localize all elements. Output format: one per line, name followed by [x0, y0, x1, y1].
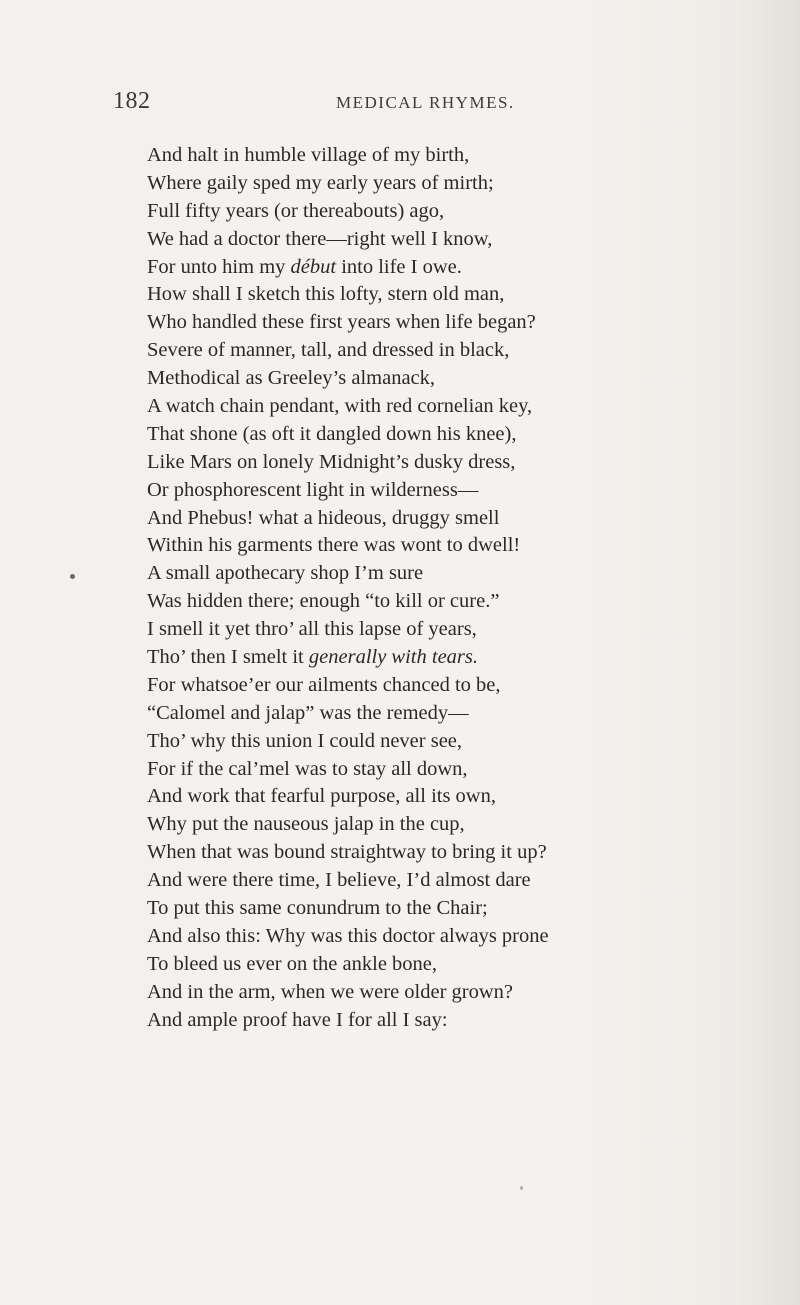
poem-line: I smell it yet thro’ all this lapse of years,: [147, 618, 477, 641]
poem-line: And in the arm, when we were older grown?: [147, 980, 514, 1003]
poem-line: Within his garments there was wont to dwell!: [147, 534, 521, 557]
ink-speck: [520, 1186, 523, 1190]
poem-line: Was hidden there; enough “to kill or cure.”: [147, 590, 500, 613]
poem-line: Tho’ why this union I could never see,: [147, 729, 463, 752]
poem-line: And halt in humble village of my birth,: [147, 144, 470, 166]
poem-line: Or phosphorescent light in wilderness—: [147, 478, 479, 501]
poem-line: Why put the nauseous jalap in the cup,: [147, 813, 465, 836]
running-head: MEDICAL RHYMES.: [336, 93, 515, 112]
poem-line: When that was bound straightway to bring it up?: [147, 841, 547, 864]
poem-line: Methodical as Greeley’s almanack,: [147, 367, 436, 390]
poem-line: For if the cal’mel was to stay all down,: [147, 757, 468, 780]
poem-line: Full fifty years (or thereabouts) ago,: [147, 199, 445, 222]
page-header: [0, 88, 800, 124]
page-number: 182: [113, 88, 151, 114]
poem-line: “Calomel and jalap” was the remedy—: [147, 701, 469, 724]
poem-text: [147, 142, 707, 1035]
poem-line-segment: into life I owe.: [336, 255, 462, 278]
poem-line: And work that fearful purpose, all its own,: [147, 785, 496, 808]
poem-line: Who handled these first years when life began?: [147, 311, 536, 334]
poem-line: [147, 644, 707, 672]
poem-line: And also this: Why was this doctor always prone: [147, 924, 549, 947]
poem-line: To put this same conundrum to the Chair;: [147, 897, 488, 920]
poem-line: Where gaily sped my early years of mirth;: [147, 171, 494, 194]
poem-line: For whatsoe’er our ailments chanced to be,: [147, 673, 501, 696]
poem-line: To bleed us ever on the ankle bone,: [147, 952, 438, 975]
poem-line: A watch chain pendant, with red cornelian key,: [147, 395, 533, 418]
poem-line-segment: début: [290, 255, 337, 278]
poem-line-segment: generally with tears.: [308, 646, 478, 669]
poem-line-segment: Tho’ then I smelt it: [147, 646, 309, 669]
poem-line: And Phebus! what a hideous, druggy smell: [147, 506, 500, 529]
poem-line: Like Mars on lonely Midnight’s dusky dress,: [147, 450, 516, 473]
poem-line: We had a doctor there—right well I know,: [147, 227, 493, 250]
poem-line-segment: For unto him my: [147, 255, 291, 278]
poem-line: And ample proof have I for all I say:: [147, 1008, 448, 1031]
ink-speck: [70, 574, 75, 579]
poem-line: How shall I sketch this lofty, stern old man,: [147, 283, 505, 306]
poem-line: Severe of manner, tall, and dressed in black,: [147, 339, 510, 362]
poem-line: [147, 254, 707, 282]
poem-line: A small apothecary shop I’m sure: [147, 562, 424, 585]
poem-line: That shone (as oft it dangled down his knee),: [147, 422, 517, 445]
poem-line: And were there time, I believe, I’d almost dare: [147, 869, 531, 892]
